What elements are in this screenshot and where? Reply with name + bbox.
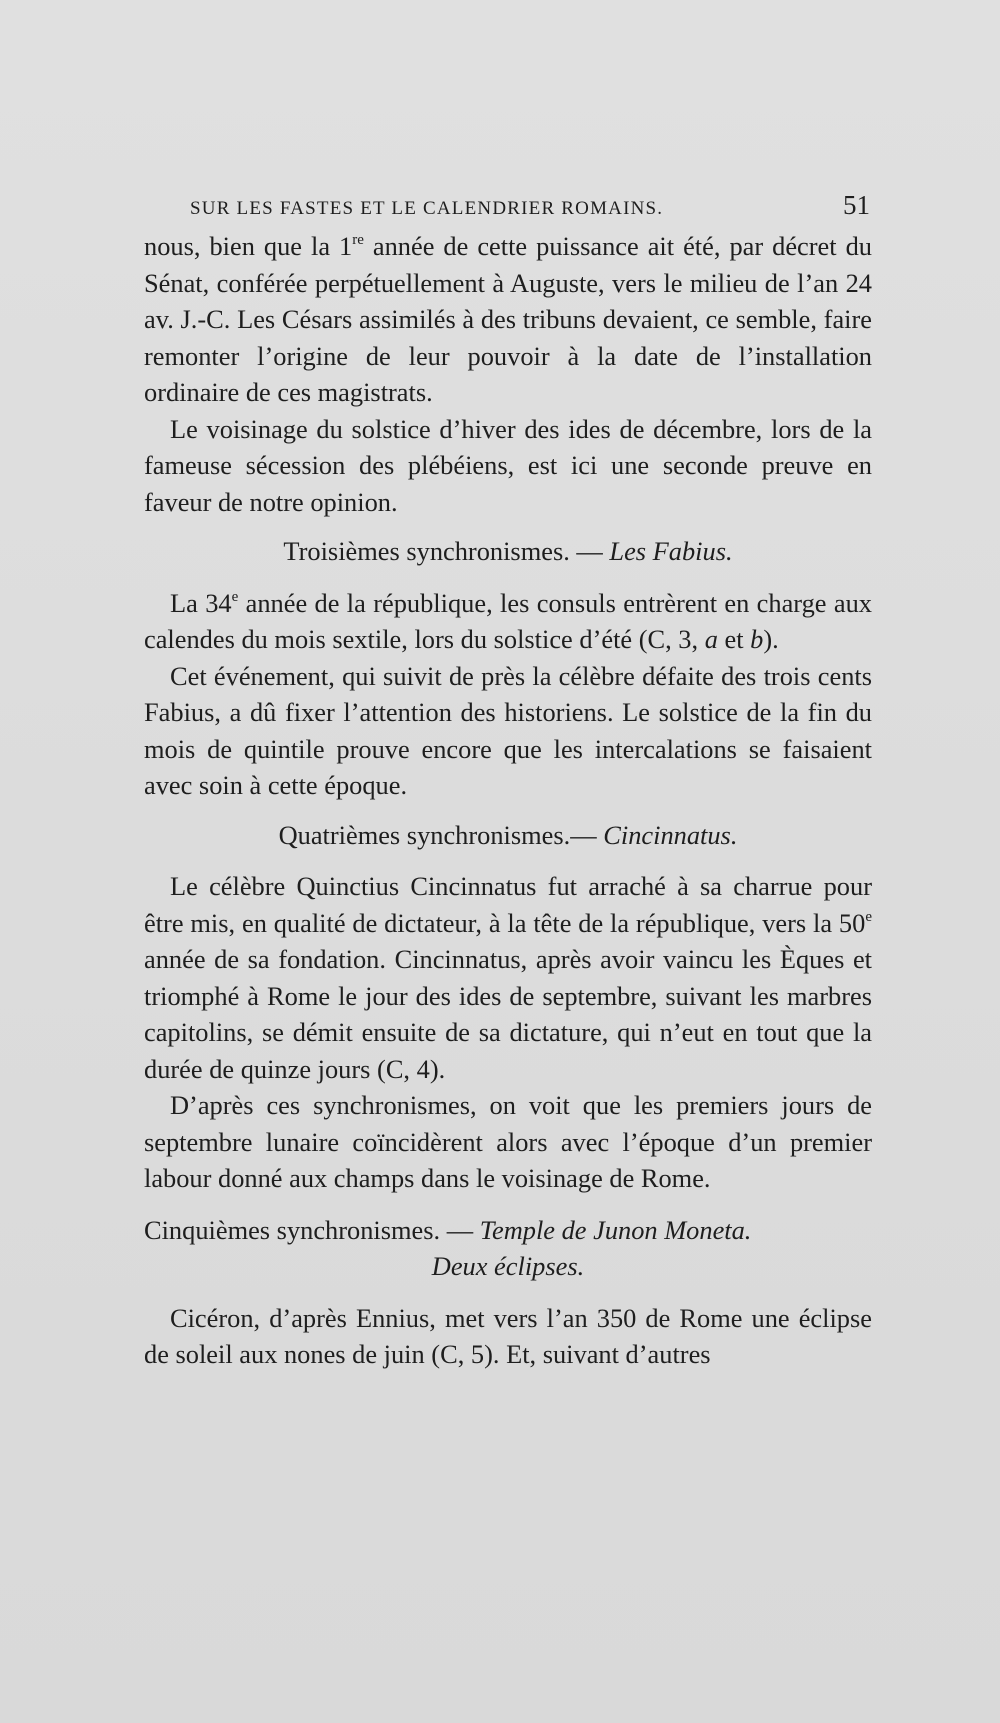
heading-title: Cincinnatus. xyxy=(603,819,738,850)
page-header xyxy=(190,190,870,221)
italic-letter: b xyxy=(750,624,764,654)
italic-letter: a xyxy=(704,624,718,654)
paragraph-cincinnatus xyxy=(144,868,872,1087)
superscript: e xyxy=(231,588,239,605)
heading-label: Quatrièmes synchronismes.— xyxy=(278,819,604,850)
text-run: année de la république, les consuls entrèrent en charge aux calendes du mois sextile, lors du solstice d’été (C, 3, xyxy=(144,587,872,654)
heading-line-1 xyxy=(144,1212,872,1249)
text-run: ). xyxy=(763,624,779,654)
paragraph-solstice: Le voisinage du solstice d’hiver des ides de décembre, lors de la fameuse sécession des plébéiens, est ici une seconde preuve en faveur de notre opinion. xyxy=(144,413,872,517)
paragraph-republique xyxy=(144,585,872,658)
text-run: La 34 xyxy=(170,587,232,618)
text-run: année de sa fondation. Cincinnatus, après avoir vaincu les Èques et triomphé à Rome le jour des ides de septembre, suivant les marbres capitolins, se démit ensuite de sa dictature, qui n’eut en tout que la durée de quinze jours (C, 4). xyxy=(144,944,872,1084)
paragraph-ciceron: Cicéron, d’après Ennius, met vers l’an 350 de Rome une éclipse de soleil aux nones de juin (C, 5). Et, suivant d’autres xyxy=(144,1302,872,1369)
body-text xyxy=(144,228,872,1373)
paragraph-synchronismes: D’après ces synchronismes, on voit que les premiers jours de septembre lunaire coïncidèrent alors avec l’époque d’un premier labour donné aux champs dans le voisinage de Rome. xyxy=(144,1090,872,1193)
section-heading-troisiemes xyxy=(144,533,872,570)
heading-label: Cinquièmes synchronismes. — xyxy=(144,1214,480,1245)
text-run: nous, bien que la 1 xyxy=(144,231,353,261)
heading-title: Temple de Junon Moneta. xyxy=(479,1214,752,1245)
text-run: année de cette puissance ait été, par décret du Sénat, conférée perpétuellement à Auguste, vers le milieu de l’an 24 av. J.-C. Les Césars assimilés à des tribuns devaient, ce semble, faire remonter l’origine de leur pouvoir à la date de l’installation ordinaire de ces magistrats. xyxy=(144,231,872,407)
paragraph-continuation xyxy=(144,228,872,411)
section-heading-cinquiemes xyxy=(144,1212,872,1285)
heading-title: Les Fabius. xyxy=(609,536,733,566)
text-run: Le célèbre Quinctius Cincinnatus fut arraché à sa charrue pour être mis, en qualité de dictateur, à la tête de la république, vers la 50 xyxy=(144,871,872,938)
heading-line-2: Deux éclipses. xyxy=(431,1251,585,1281)
paragraph-fabius: Cet événement, qui suivit de près la célèbre défaite des trois cents Fabius, a dû fixer l’attention des historiens. Le solstice de la fin du mois de quintile prouve encore que les intercalations se faisaient avec soin à cette époque. xyxy=(144,660,872,800)
heading-label: Troisièmes synchronismes. — xyxy=(283,536,610,566)
superscript: re xyxy=(352,232,364,248)
running-title: SUR LES FASTES ET LE CALENDRIER ROMAINS. xyxy=(190,198,664,219)
page-number: 51 xyxy=(843,190,870,220)
text-run: et xyxy=(717,624,751,654)
section-heading-quatriemes xyxy=(144,817,872,854)
superscript: e xyxy=(865,908,872,925)
